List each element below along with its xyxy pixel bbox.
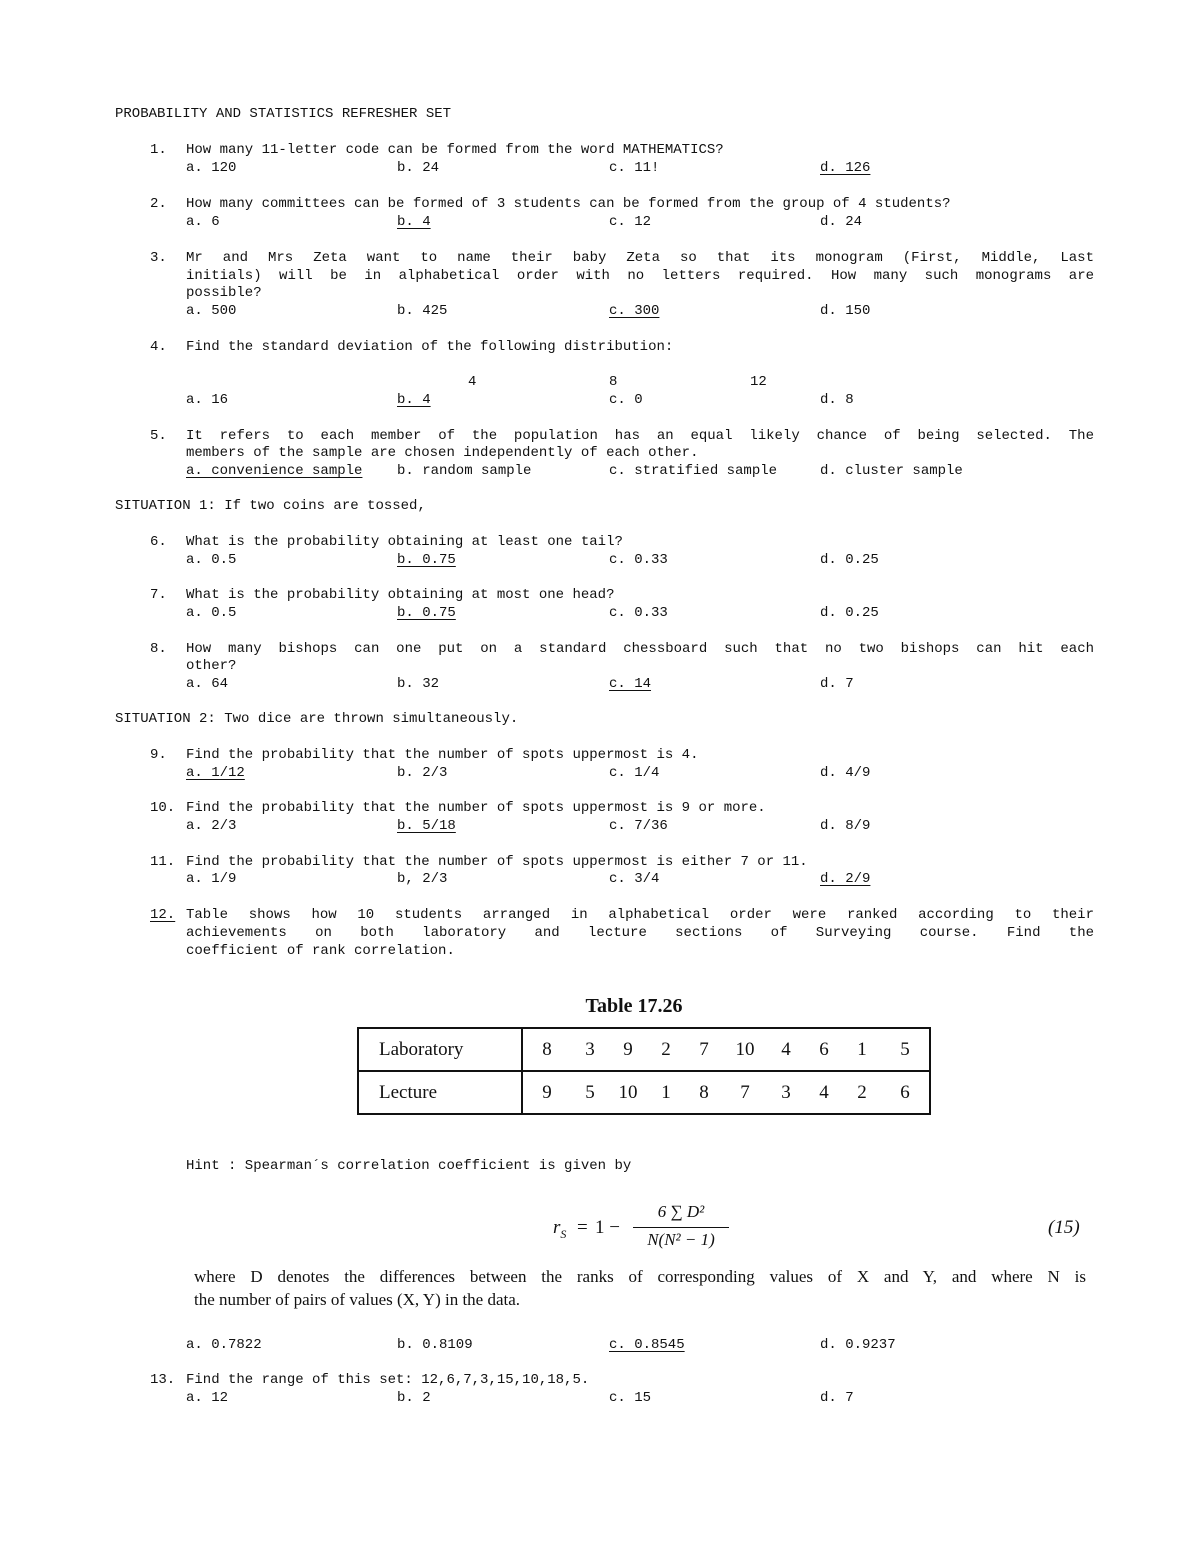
choice-b-marked: b. 0.75 [397,605,456,621]
table-row [358,1071,930,1114]
table-row [358,1028,930,1071]
table-cell: 10 [723,1028,767,1071]
fraction-bar [633,1227,729,1228]
table-cell: 5 [881,1028,930,1071]
row-label: Lecture [358,1071,522,1114]
formula-denominator: N(N² − 1) [647,1230,715,1249]
question-number: 6. [150,534,167,550]
table-cell: 7 [740,1081,750,1103]
question-number: 2. [150,196,167,212]
question-text: Find the standard deviation of the following distribution: [186,339,674,355]
table-cell: 8 [699,1081,709,1103]
rank-table [357,1027,931,1115]
table-cell: 10 [618,1081,638,1103]
formula-explanation: where D denotes the differences between the ranks of corresponding values of X and Y, and where N is [194,1267,1086,1286]
choice-b: b, 2/3 [397,871,448,887]
choice-c: c. 0 [609,392,643,408]
choice-b-marked: b. 4 [397,214,431,230]
table-cell: 3 [781,1081,791,1103]
choice-b: b. 2/3 [397,765,448,781]
choice-d: d. 8/9 [820,818,871,834]
row-label: Laboratory [358,1028,522,1071]
table-cell: 1 [661,1081,671,1103]
choice-a: a. 0.7822 [186,1337,262,1353]
question-text: How many 11-letter code can be formed from the word MATHEMATICS? [186,142,724,158]
choice-a: a. 12 [186,1390,229,1406]
choice-c: c. 3/4 [609,871,660,887]
choice-d: d. cluster sample [820,463,963,479]
choice-b-marked: b. 0.75 [397,552,456,568]
question-number-marked: 12. [150,907,176,923]
question-number: 3. [150,250,167,266]
choice-a: a. 0.5 [186,552,237,568]
hint-text: Hint : Spearman´s correlation coefficient is given by [186,1158,632,1174]
choice-a-marked: a. 1/12 [186,765,245,781]
choice-b-marked: b. 5/18 [397,818,456,834]
choice-a: a. 500 [186,303,237,319]
table-cell: 7 [685,1028,723,1071]
question-text: It refers to each member of the population has an equal likely chance of being selected. The [186,428,1094,444]
table-cell: 2 [857,1081,867,1103]
choice-a: a. 0.5 [186,605,237,621]
choice-a: a. 64 [186,676,229,692]
question-text: coefficient of rank correlation. [186,943,455,959]
choice-a-marked: a. convenience sample [186,463,363,479]
choice-d: d. 150 [820,303,871,319]
spearman-formula [553,1202,733,1254]
question-text: members of the sample are chosen independently of each other. [186,445,699,461]
question-text: Find the range of this set: 12,6,7,3,15,10,18,5. [186,1372,590,1388]
question-number: 13. [150,1372,176,1388]
question-text: How many bishops can one put on a standard chessboard such that no two bishops can hit each [186,641,1094,657]
choice-a: a. 2/3 [186,818,237,834]
choice-c: c. 7/36 [609,818,668,834]
choice-c-marked: c. 0.8545 [609,1337,685,1353]
table-cell: 8 [522,1028,571,1071]
choice-c: c. 15 [609,1390,652,1406]
choice-d: d. 24 [820,214,863,230]
choice-b: b. 24 [397,160,440,176]
question-text: Mr and Mrs Zeta want to name their baby Zeta so that its monogram (First, Middle, Last [186,250,1094,266]
choice-a: a. 16 [186,392,229,408]
formula-explanation: the number of pairs of values (X, Y) in the data. [194,1290,521,1309]
question-number: 1. [150,142,167,158]
question-text: achievements on both laboratory and lecture sections of Surveying course. Find the [186,925,1094,941]
distribution-value: 8 [609,374,618,390]
table-cell: 9 [542,1081,552,1103]
formula-numerator: 6 ∑ D² [657,1202,705,1221]
table-cell: 1 [843,1028,881,1071]
page-title: PROBABILITY AND STATISTICS REFRESHER SET [115,106,452,122]
choice-b: b. 32 [397,676,440,692]
distribution-value: 4 [468,374,477,390]
table-cell: 6 [805,1028,843,1071]
situation-heading: SITUATION 2: Two dice are thrown simultaneously. [115,711,519,727]
table-cell: 2 [647,1028,685,1071]
choice-d: d. 0.25 [820,552,879,568]
choice-b: b. 0.8109 [397,1337,473,1353]
distribution-value: 12 [750,374,767,390]
question-text: initials) will be in alphabetical order with no letters required. How many such monograms are [186,268,1094,284]
question-text: Find the probability that the number of spots uppermost is 9 or more. [186,800,766,816]
question-number: 7. [150,587,167,603]
question-text: Table shows how 10 students arranged in alphabetical order were ranked according to their [186,907,1094,923]
table-cell: 3 [571,1028,609,1071]
question-text: How many committees can be formed of 3 students can be formed from the group of 4 students? [186,196,951,212]
choice-d: d. 7 [820,676,854,692]
question-text: possible? [186,285,262,301]
choice-d: d. 0.9237 [820,1337,896,1353]
choice-a: a. 6 [186,214,220,230]
question-number: 9. [150,747,167,763]
question-text: What is the probability obtaining at least one tail? [186,534,623,550]
question-number: 8. [150,641,167,657]
question-text: What is the probability obtaining at most one head? [186,587,615,603]
equation-number: (15) [1048,1217,1080,1238]
choice-c: c. 0.33 [609,605,668,621]
choice-d: d. 0.25 [820,605,879,621]
question-text: Find the probability that the number of spots uppermost is either 7 or 11. [186,854,808,870]
formula-lhs: $r_S$ [553,1217,567,1241]
formula-one-minus: 1 − [595,1217,620,1238]
question-number: 5. [150,428,167,444]
choice-c-marked: c. 300 [609,303,660,319]
table-cell: 5 [585,1081,595,1103]
choice-b: b. 2 [397,1390,431,1406]
question-number: 4. [150,339,167,355]
question-number: 10. [150,800,176,816]
choice-c-marked: c. 14 [609,676,652,692]
table-caption: Table 17.26 [585,995,683,1017]
choice-b-marked: b. 4 [397,392,431,408]
choice-b: b. random sample [397,463,532,479]
choice-d: d. 7 [820,1390,854,1406]
choice-d-marked: d. 2/9 [820,871,871,887]
choice-d: d. 4/9 [820,765,871,781]
table-cell: 4 [819,1081,829,1103]
question-text: other? [186,658,237,674]
question-text: Find the probability that the number of spots uppermost is 4. [186,747,699,763]
choice-a: a. 120 [186,160,237,176]
choice-d-marked: d. 126 [820,160,871,176]
choice-c: c. 11! [609,160,660,176]
choice-c: c. 1/4 [609,765,660,781]
table-cell: 6 [900,1081,910,1103]
table-cell: 9 [609,1028,647,1071]
choice-d: d. 8 [820,392,854,408]
formula-equals: = [577,1217,588,1238]
choice-c: c. 0.33 [609,552,668,568]
choice-c: c. stratified sample [609,463,778,479]
table-cell: 4 [767,1028,805,1071]
situation-heading: SITUATION 1: If two coins are tossed, [115,498,426,514]
question-number: 11. [150,854,176,870]
choice-a: a. 1/9 [186,871,237,887]
choice-b: b. 425 [397,303,448,319]
choice-c: c. 12 [609,214,652,230]
